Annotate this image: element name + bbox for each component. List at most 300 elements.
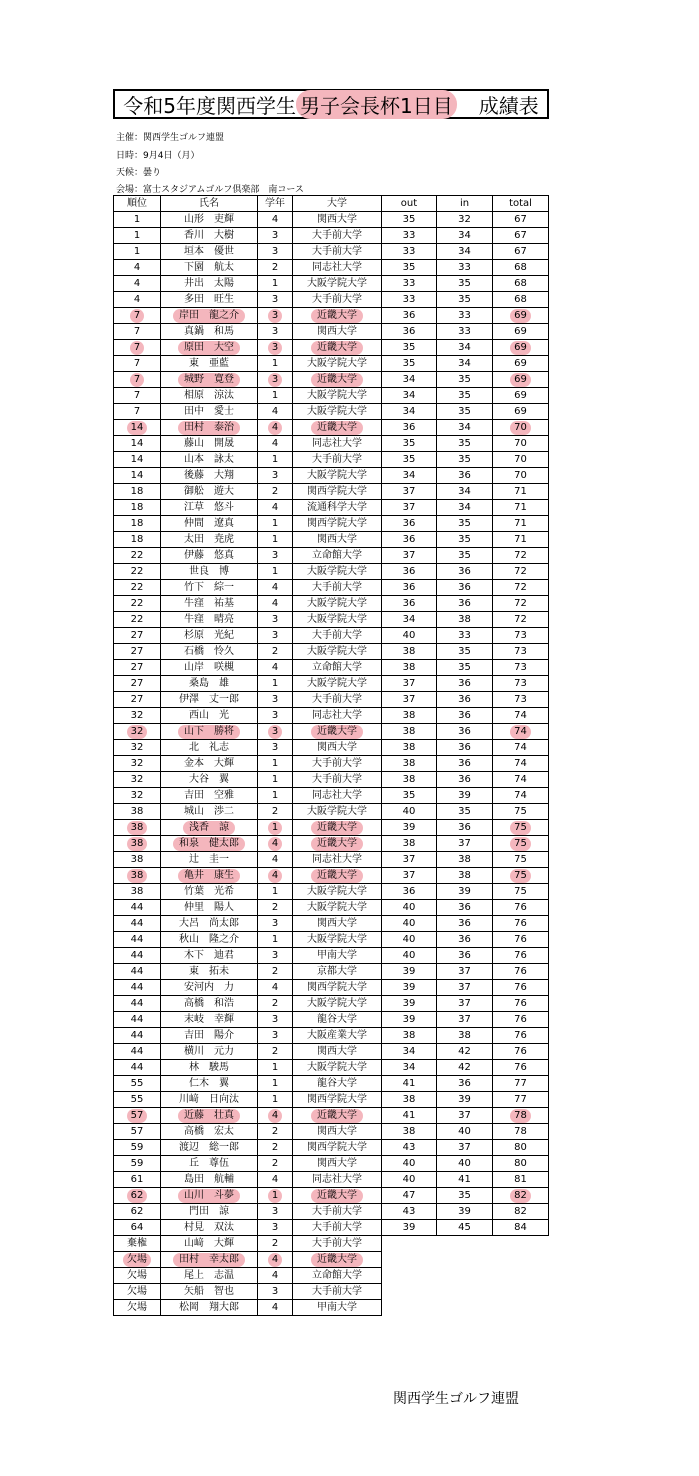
rank-cell: 14	[114, 452, 161, 468]
university-cell	[293, 372, 382, 388]
in-cell: 39	[437, 1092, 493, 1108]
total-cell	[493, 1252, 549, 1268]
out-cell: 41	[382, 1076, 437, 1092]
in-cell: 42	[437, 1044, 493, 1060]
name-cell: 後藤 大翔	[161, 468, 258, 484]
grade-cell: 3	[258, 1284, 293, 1300]
rank-cell: 44	[114, 932, 161, 948]
highlight-total-cell: 70	[510, 421, 531, 435]
name-cell: 仲里 陽人	[161, 900, 258, 916]
university-cell: 関西学院大学	[293, 1140, 382, 1156]
grade-cell: 1	[258, 1076, 293, 1092]
name-cell: 東 亜藍	[161, 356, 258, 372]
in-cell: 36	[437, 948, 493, 964]
out-cell: 40	[382, 1156, 437, 1172]
in-cell: 35	[437, 372, 493, 388]
table-row	[114, 324, 549, 340]
in-cell: 33	[437, 628, 493, 644]
highlight-total-cell: 78	[510, 1109, 531, 1123]
total-cell: 67	[493, 228, 549, 244]
table-row	[114, 948, 549, 964]
in-cell: 45	[437, 1220, 493, 1236]
highlight-grade-cell: 3	[268, 373, 282, 387]
grade-cell: 1	[258, 1060, 293, 1076]
out-cell: 38	[382, 708, 437, 724]
grade-cell: 3	[258, 628, 293, 644]
name-cell: 城山 渉二	[161, 804, 258, 820]
table-row	[114, 612, 549, 628]
grade-cell: 3	[258, 740, 293, 756]
in-cell: 35	[437, 532, 493, 548]
name-cell: 吉田 空雅	[161, 788, 258, 804]
out-cell: 40	[382, 804, 437, 820]
university-cell: 同志社大学	[293, 852, 382, 868]
highlight-grade-cell: 4	[268, 1109, 282, 1123]
out-cell: 33	[382, 228, 437, 244]
rank-cell: 欠場	[114, 1284, 161, 1300]
grade-cell: 4	[258, 980, 293, 996]
in-cell: 37	[437, 996, 493, 1012]
name-cell	[161, 868, 258, 884]
out-cell: 36	[382, 596, 437, 612]
university-cell	[293, 724, 382, 740]
date-text: 日時：9月4日（月）	[116, 151, 200, 161]
highlight-grade-cell: 3	[268, 725, 282, 739]
rank-cell: 44	[114, 1060, 161, 1076]
table-row	[114, 596, 549, 612]
table-row	[114, 644, 549, 660]
rank-cell: 18	[114, 532, 161, 548]
university-cell: 大阪学院大学	[293, 884, 382, 900]
highlight-name-cell: 岸田 龍之介	[173, 309, 245, 323]
out-cell: 47	[382, 1188, 437, 1204]
name-cell: 北 礼志	[161, 740, 258, 756]
highlight-name-cell: 浅香 諒	[183, 821, 235, 835]
rank-cell: 22	[114, 596, 161, 612]
rank-cell: 27	[114, 660, 161, 676]
rank-cell: 27	[114, 692, 161, 708]
highlight-rank-cell: 57	[127, 1109, 148, 1123]
in-cell: 35	[437, 436, 493, 452]
in-cell: 35	[437, 404, 493, 420]
name-cell: 門田 諒	[161, 1204, 258, 1220]
grade-cell: 3	[258, 708, 293, 724]
university-cell: 大阪学院大学	[293, 996, 382, 1012]
grade-cell: 4	[258, 1172, 293, 1188]
table-row	[114, 1300, 549, 1316]
university-cell: 大手前大学	[293, 1236, 382, 1252]
total-cell: 76	[493, 916, 549, 932]
name-cell: 島田 航輔	[161, 1172, 258, 1188]
in-cell: 36	[437, 932, 493, 948]
rank-cell: 27	[114, 676, 161, 692]
name-cell	[161, 1188, 258, 1204]
rank-cell: 棄権	[114, 1236, 161, 1252]
table-row	[114, 964, 549, 980]
total-cell: 72	[493, 580, 549, 596]
highlight-rank-cell: 7	[130, 309, 144, 323]
total-cell	[493, 340, 549, 356]
table-row	[114, 292, 549, 308]
university-cell: 関西大学	[293, 324, 382, 340]
in-cell: 39	[437, 884, 493, 900]
grade-cell: 1	[258, 676, 293, 692]
highlight-name-cell: 田村 幸太郎	[173, 1253, 245, 1267]
out-cell: 39	[382, 980, 437, 996]
in-cell: 40	[437, 1124, 493, 1140]
out-cell: 36	[382, 324, 437, 340]
grade-cell: 3	[258, 292, 293, 308]
out-cell: 41	[382, 1108, 437, 1124]
table-row	[114, 452, 549, 468]
rank-cell	[114, 820, 161, 836]
name-cell: 田中 愛士	[161, 404, 258, 420]
in-cell: 34	[437, 420, 493, 436]
table-row	[114, 676, 549, 692]
total-cell: 75	[493, 804, 549, 820]
total-cell: 68	[493, 292, 549, 308]
in-cell: 34	[437, 356, 493, 372]
total-cell: 73	[493, 676, 549, 692]
university-cell: 関西学院大学	[293, 516, 382, 532]
out-cell: 39	[382, 820, 437, 836]
table-row	[114, 884, 549, 900]
name-cell	[161, 820, 258, 836]
results-table	[113, 195, 549, 1316]
university-cell: 大阪産業大学	[293, 1028, 382, 1044]
university-cell: 大阪学院大学	[293, 644, 382, 660]
highlight-rank-cell: 14	[127, 421, 148, 435]
name-cell: 高橋 宏太	[161, 1124, 258, 1140]
grade-cell: 4	[258, 404, 293, 420]
rank-cell: 61	[114, 1172, 161, 1188]
grade-cell: 4	[258, 1268, 293, 1284]
highlight-rank-cell: 62	[127, 1189, 148, 1203]
name-cell: 藤山 開晟	[161, 436, 258, 452]
in-cell: 35	[437, 660, 493, 676]
name-cell: 杉原 光紀	[161, 628, 258, 644]
out-cell: 34	[382, 612, 437, 628]
university-cell: 龍谷大学	[293, 1076, 382, 1092]
table-row	[114, 468, 549, 484]
table-row	[114, 1220, 549, 1236]
university-cell: 大阪学院大学	[293, 932, 382, 948]
highlight-total-cell: 69	[510, 373, 531, 387]
university-cell: 流通科学大学	[293, 500, 382, 516]
rank-cell	[114, 836, 161, 852]
rank-cell: 59	[114, 1140, 161, 1156]
grade-cell	[258, 820, 293, 836]
name-cell: 辻 圭一	[161, 852, 258, 868]
total-cell	[493, 868, 549, 884]
header-in: in	[437, 196, 493, 212]
university-cell: 大阪学院大学	[293, 404, 382, 420]
highlight-university-cell: 近畿大学	[311, 1189, 363, 1203]
name-cell: 金本 大輝	[161, 756, 258, 772]
page-title	[113, 89, 549, 119]
name-cell: 伊藤 悠真	[161, 548, 258, 564]
university-cell: 関西大学	[293, 916, 382, 932]
footer-org: 関西学生ゴルフ連盟	[393, 1391, 519, 1407]
table-row	[114, 532, 549, 548]
out-cell: 40	[382, 628, 437, 644]
name-cell: 伊澤 丈一郎	[161, 692, 258, 708]
grade-cell: 1	[258, 452, 293, 468]
in-cell: 36	[437, 692, 493, 708]
out-cell: 39	[382, 1220, 437, 1236]
highlight-total-cell: 69	[510, 309, 531, 323]
highlight-grade-cell: 4	[268, 869, 282, 883]
out-cell: 43	[382, 1204, 437, 1220]
total-cell: 72	[493, 564, 549, 580]
out-cell: 34	[382, 1044, 437, 1060]
name-cell: 川﨑 日向汰	[161, 1092, 258, 1108]
name-cell	[161, 1108, 258, 1124]
table-row	[114, 244, 549, 260]
grade-cell: 2	[258, 996, 293, 1012]
rank-cell: 22	[114, 548, 161, 564]
table-row	[114, 1284, 549, 1300]
grade-cell	[258, 836, 293, 852]
name-cell: 石橋 怜久	[161, 644, 258, 660]
highlight-university-cell: 近畿大学	[311, 421, 363, 435]
out-cell: 38	[382, 1028, 437, 1044]
in-cell: 37	[437, 964, 493, 980]
grade-cell: 4	[258, 212, 293, 228]
rank-cell	[114, 1108, 161, 1124]
university-cell: 大手前大学	[293, 692, 382, 708]
highlight-total-cell: 74	[510, 725, 531, 739]
total-cell: 73	[493, 644, 549, 660]
table-row	[114, 548, 549, 564]
rank-cell: 1	[114, 244, 161, 260]
table-row	[114, 1236, 549, 1252]
highlight-grade-cell: 1	[268, 821, 282, 835]
table-row	[114, 1012, 549, 1028]
university-cell	[293, 1188, 382, 1204]
name-cell: 末岐 幸輝	[161, 1012, 258, 1028]
out-cell: 35	[382, 452, 437, 468]
total-cell: 70	[493, 468, 549, 484]
grade-cell: 3	[258, 1028, 293, 1044]
rank-cell: 14	[114, 468, 161, 484]
rank-cell	[114, 868, 161, 884]
grade-cell: 2	[258, 260, 293, 276]
total-cell: 82	[493, 1204, 549, 1220]
name-cell: 山形 吏輝	[161, 212, 258, 228]
table-row	[114, 260, 549, 276]
name-cell: 大呂 尚太郎	[161, 916, 258, 932]
name-cell: 矢船 智也	[161, 1284, 258, 1300]
total-cell: 69	[493, 388, 549, 404]
out-cell: 34	[382, 404, 437, 420]
in-cell: 37	[437, 1108, 493, 1124]
table-row	[114, 1108, 549, 1124]
rank-cell: 64	[114, 1220, 161, 1236]
table-header-row	[114, 196, 549, 212]
table-row	[114, 916, 549, 932]
name-cell: 西山 光	[161, 708, 258, 724]
university-cell: 大阪学院大学	[293, 468, 382, 484]
total-cell	[493, 724, 549, 740]
in-cell	[437, 1300, 493, 1316]
in-cell	[437, 1284, 493, 1300]
total-cell: 73	[493, 628, 549, 644]
table-row	[114, 1268, 549, 1284]
title-prefix: 令和5年度関西学生	[123, 93, 296, 118]
table-row	[114, 932, 549, 948]
name-cell: 真鍋 和馬	[161, 324, 258, 340]
table-row	[114, 692, 549, 708]
in-cell: 39	[437, 788, 493, 804]
table-row	[114, 708, 549, 724]
in-cell: 33	[437, 324, 493, 340]
rank-cell: 4	[114, 292, 161, 308]
table-row	[114, 1140, 549, 1156]
grade-cell: 1	[258, 276, 293, 292]
out-cell: 38	[382, 660, 437, 676]
rank-cell: 7	[114, 324, 161, 340]
in-cell: 36	[437, 916, 493, 932]
university-cell	[293, 340, 382, 356]
highlight-name-cell: 城野 寛登	[178, 373, 240, 387]
rank-cell: 18	[114, 500, 161, 516]
highlight-university-cell: 近畿大学	[311, 341, 363, 355]
grade-cell: 3	[258, 612, 293, 628]
total-cell	[493, 1188, 549, 1204]
out-cell	[382, 1300, 437, 1316]
in-cell: 37	[437, 836, 493, 852]
highlight-rank-cell: 32	[127, 725, 148, 739]
rank-cell	[114, 420, 161, 436]
name-cell: 下園 航太	[161, 260, 258, 276]
rank-cell: 1	[114, 212, 161, 228]
total-cell: 70	[493, 452, 549, 468]
total-cell: 76	[493, 1028, 549, 1044]
in-cell	[437, 1252, 493, 1268]
table-row	[114, 308, 549, 324]
grade-cell: 3	[258, 324, 293, 340]
university-cell: 京都大学	[293, 964, 382, 980]
venue-text: 会場：富士スタジアムゴルフ倶楽部 南コース	[116, 185, 304, 195]
table-row	[114, 484, 549, 500]
total-cell: 75	[493, 884, 549, 900]
total-cell: 69	[493, 404, 549, 420]
in-cell: 35	[437, 388, 493, 404]
total-cell	[493, 420, 549, 436]
total-cell: 72	[493, 548, 549, 564]
name-cell: 安河内 力	[161, 980, 258, 996]
table-row	[114, 1124, 549, 1140]
highlight-rank-cell: 欠場	[123, 1253, 151, 1267]
out-cell: 37	[382, 676, 437, 692]
in-cell: 36	[437, 468, 493, 484]
in-cell: 35	[437, 1188, 493, 1204]
university-cell: 関西大学	[293, 1156, 382, 1172]
grade-cell	[258, 308, 293, 324]
name-cell: 山本 詠太	[161, 452, 258, 468]
grade-cell: 3	[258, 692, 293, 708]
rank-cell: 38	[114, 804, 161, 820]
grade-cell: 3	[258, 948, 293, 964]
rank-cell: 22	[114, 580, 161, 596]
out-cell: 37	[382, 484, 437, 500]
university-cell: 大手前大学	[293, 1220, 382, 1236]
table-row	[114, 1188, 549, 1204]
highlight-total-cell: 75	[510, 869, 531, 883]
out-cell: 38	[382, 772, 437, 788]
rank-cell	[114, 308, 161, 324]
highlight-name-cell: 田村 泰治	[178, 421, 240, 435]
rank-cell: 38	[114, 852, 161, 868]
in-cell: 38	[437, 1028, 493, 1044]
university-cell: 龍谷大学	[293, 1012, 382, 1028]
rank-cell: 27	[114, 644, 161, 660]
out-cell: 34	[382, 1060, 437, 1076]
in-cell: 36	[437, 596, 493, 612]
name-cell: 相原 涼汰	[161, 388, 258, 404]
rank-cell: 欠場	[114, 1268, 161, 1284]
table-row	[114, 788, 549, 804]
table-row	[114, 340, 549, 356]
highlight-total-cell: 75	[510, 821, 531, 835]
university-cell	[293, 820, 382, 836]
university-cell: 大阪学院大学	[293, 612, 382, 628]
rank-cell	[114, 372, 161, 388]
total-cell: 76	[493, 932, 549, 948]
total-cell	[493, 1300, 549, 1316]
grade-cell	[258, 868, 293, 884]
out-cell: 38	[382, 1092, 437, 1108]
out-cell: 39	[382, 1012, 437, 1028]
name-cell: 林 駿馬	[161, 1060, 258, 1076]
out-cell: 43	[382, 1140, 437, 1156]
total-cell	[493, 308, 549, 324]
in-cell: 34	[437, 228, 493, 244]
total-cell: 76	[493, 1060, 549, 1076]
highlight-university-cell: 近畿大学	[311, 821, 363, 835]
total-cell: 71	[493, 532, 549, 548]
table-row	[114, 1092, 549, 1108]
university-cell: 大阪学院大学	[293, 1060, 382, 1076]
rank-cell	[114, 1188, 161, 1204]
name-cell: 井出 太陽	[161, 276, 258, 292]
university-cell: 同志社大学	[293, 708, 382, 724]
out-cell: 38	[382, 740, 437, 756]
out-cell: 36	[382, 564, 437, 580]
out-cell: 40	[382, 948, 437, 964]
total-cell	[493, 1284, 549, 1300]
total-cell: 73	[493, 660, 549, 676]
in-cell: 35	[437, 548, 493, 564]
out-cell: 39	[382, 964, 437, 980]
in-cell: 33	[437, 260, 493, 276]
out-cell: 38	[382, 1124, 437, 1140]
highlight-university-cell: 近畿大学	[311, 837, 363, 851]
grade-cell: 3	[258, 468, 293, 484]
rank-cell: 欠場	[114, 1300, 161, 1316]
highlight-grade-cell: 4	[268, 421, 282, 435]
weather-text: 天候：曇り	[116, 168, 162, 178]
total-cell	[493, 1108, 549, 1124]
out-cell: 36	[382, 420, 437, 436]
university-cell: 立命館大学	[293, 548, 382, 564]
grade-cell: 2	[258, 1156, 293, 1172]
name-cell	[161, 308, 258, 324]
rank-cell: 7	[114, 388, 161, 404]
name-cell	[161, 1252, 258, 1268]
university-cell	[293, 836, 382, 852]
